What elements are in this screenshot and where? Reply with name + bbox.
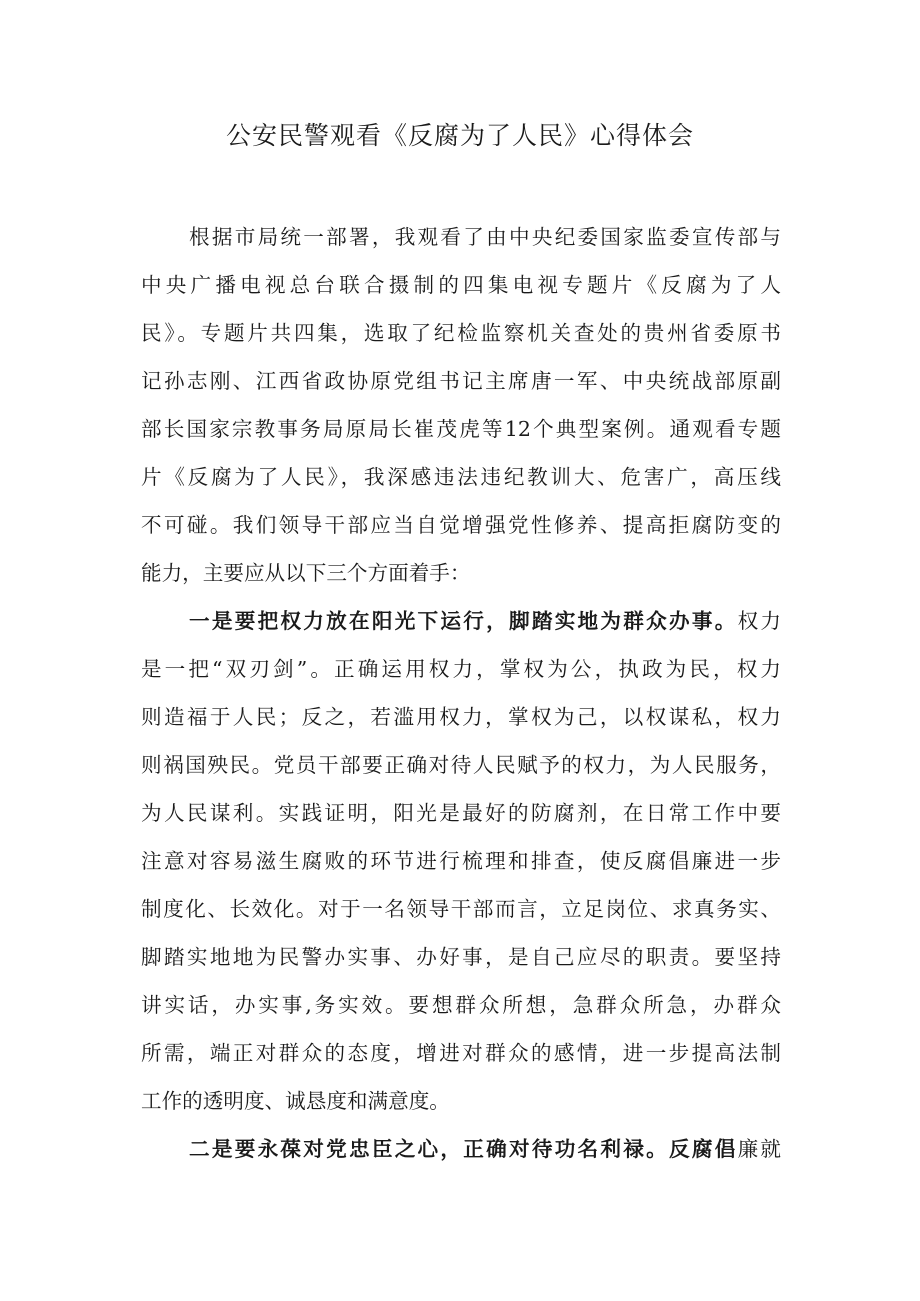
- line-text: 制度化、长效化。对于一名领导干部而言，立足岗位、求真务实、: [141, 897, 781, 921]
- paragraph-line: [141, 309, 781, 357]
- paragraph-line: [141, 405, 781, 453]
- line-text: 则造福于人民；反之，若滥用权力，掌权为己，以权谋私，权力: [141, 705, 781, 729]
- line-text: 为人民谋利。实践证明，阳光是最好的防腐剂，在日常工作中要: [141, 801, 781, 825]
- paragraph-line: [141, 933, 781, 981]
- paragraph-line: [141, 1029, 781, 1077]
- line-text: 廉就: [737, 1137, 781, 1161]
- line-text: 所需，端正对群众的态度，增进对群众的感情，进一步提高法制: [141, 1041, 781, 1065]
- line-text: 民》。专题片共四集，选取了纪检监察机关查处的贵州省委原书: [141, 321, 781, 345]
- section-heading: 一是要把权力放在阳光下运行，脚踏实地为群众办事。: [189, 609, 738, 633]
- line-text: 片《反腐为了人民》，我深感违法违纪教训大、危害广，高压线: [141, 465, 781, 489]
- paragraph-line: [141, 501, 781, 549]
- paragraph-line: [141, 885, 781, 933]
- paragraph-line: [141, 693, 781, 741]
- paragraph-line: [141, 981, 781, 1029]
- paragraph-line: [141, 741, 781, 789]
- line-text: 部长国家宗教事务局原局长崔茂虎等12个典型案例。通观看专题: [141, 417, 781, 441]
- line-text: 脚踏实地地为民警办实事、办好事，是自己应尽的职责。要坚持: [141, 945, 781, 969]
- line-text: 记孙志刚、江西省政协原党组书记主席唐一军、中央统战部原副: [141, 369, 781, 393]
- paragraph-line: [189, 1125, 781, 1173]
- paragraph-line: [141, 453, 781, 501]
- paragraph-line: [189, 213, 781, 261]
- line-text: 讲实话，办实事,务实效。要想群众所想，急群众所急，办群众: [141, 993, 781, 1017]
- line-text: 中央广播电视总台联合摄制的四集电视专题片《反腐为了人: [141, 273, 781, 297]
- line-text: 注意对容易滋生腐败的环节进行梳理和排查，使反腐倡廉进一步: [141, 849, 781, 873]
- line-text: 根据市局统一部署，我观看了由中央纪委国家监委宣传部与: [189, 225, 781, 249]
- section-heading: 二是要永葆对党忠臣之心，正确对待功名利禄。反腐倡: [189, 1137, 738, 1161]
- line-text: 工作的透明度、诚恳度和满意度。: [141, 1089, 450, 1113]
- line-text: 能力，主要应从以下三个方面着手：: [141, 561, 471, 585]
- paragraph-line: [141, 645, 781, 693]
- paragraph-line: [141, 789, 781, 837]
- paragraph-line: [141, 549, 781, 597]
- document-title: 公安民警观看《反腐为了人民》心得体会: [225, 121, 694, 150]
- paragraph-line: [189, 597, 781, 645]
- paragraph-line: [141, 261, 781, 309]
- paragraph-line: [141, 837, 781, 885]
- line-text: 不可碰。我们领导干部应当自觉增强党性修养、提高拒腐防变的: [141, 513, 781, 537]
- line-text: 则祸国殃民。党员干部要正确对待人民赋予的权力，为人民服务，: [141, 753, 781, 777]
- line-text: 是一把“双刃剑”。正确运用权力，掌权为公，执政为民，权力: [141, 657, 781, 681]
- line-text: 权力: [737, 609, 781, 633]
- paragraph-line: [141, 1077, 781, 1125]
- paragraph-line: [141, 357, 781, 405]
